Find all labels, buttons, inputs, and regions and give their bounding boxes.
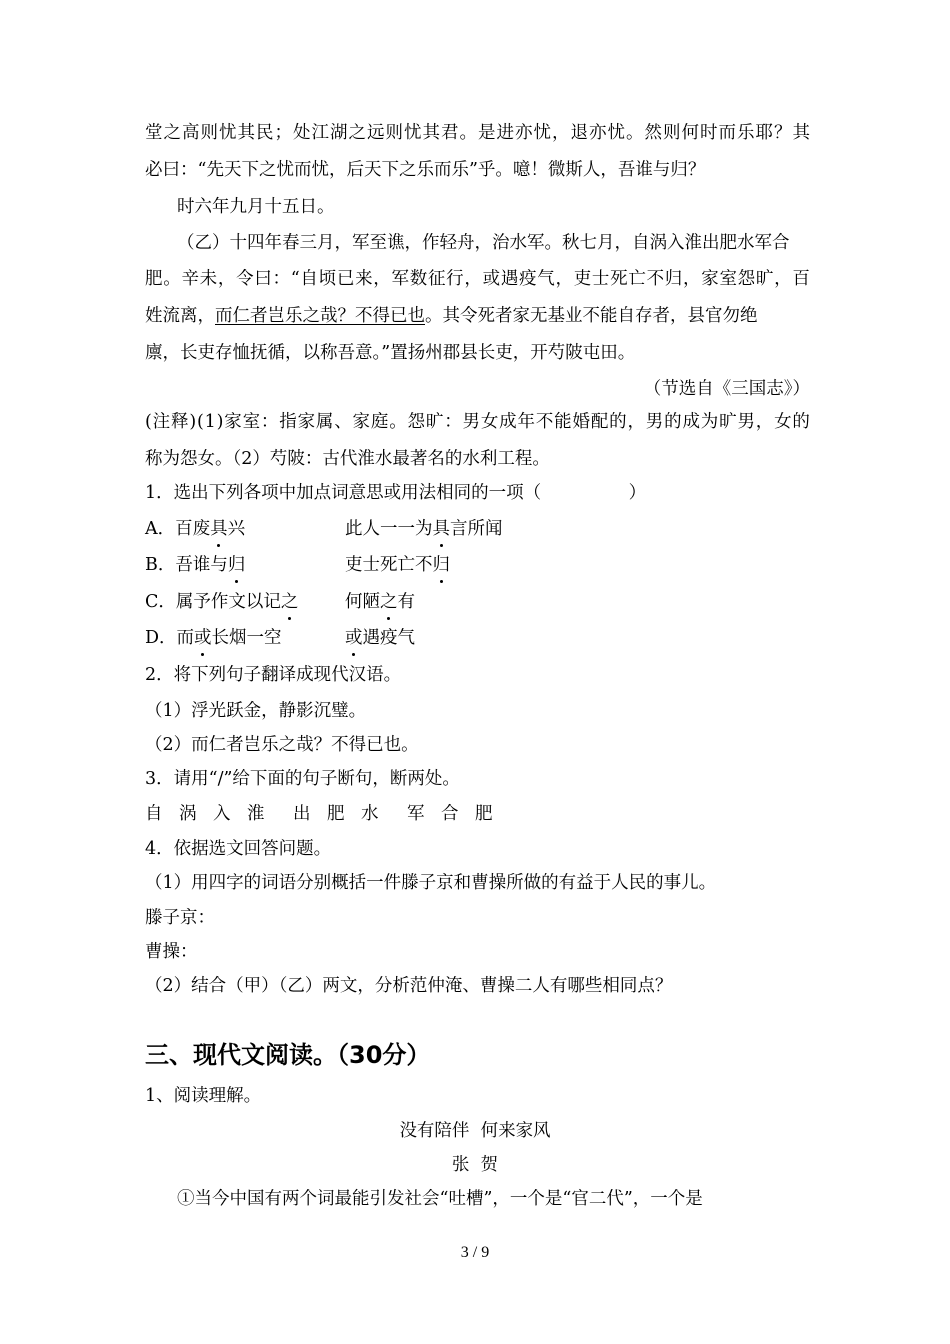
dotted-char: 或 bbox=[345, 625, 363, 651]
q4-sub-2: （2）结合（甲）（乙）两文，分析范仲淹、曹操二人有哪些相同点？ bbox=[145, 976, 673, 996]
option-label: D． bbox=[145, 628, 177, 648]
option-a-part2: 兴 bbox=[227, 519, 246, 539]
sentence-char: 肥 bbox=[327, 804, 345, 824]
q2-stem: 2．将下列句子翻译成现代汉语。 bbox=[145, 665, 402, 685]
q2-item-1: （1）浮光跃金，静影沉璧。 bbox=[145, 701, 367, 721]
sentence-char: 涡 bbox=[179, 804, 197, 824]
dotted-char: 之 bbox=[380, 589, 398, 615]
q1-stem: 1．选出下列各项中加点词意思或用法相同的一项（ ） bbox=[145, 483, 647, 503]
dotted-char: 或 bbox=[194, 625, 212, 651]
sentence-char: 入 bbox=[213, 804, 231, 824]
option-label: C． bbox=[145, 592, 176, 612]
passage-b-line-3-pre: 姓流离， bbox=[145, 306, 215, 326]
sentence-char: 淮 bbox=[247, 804, 265, 824]
q1-option-b bbox=[145, 552, 810, 578]
option-b-part1: 吾谁与 bbox=[175, 555, 228, 575]
option-c-part1: 属予作文以记 bbox=[175, 592, 281, 612]
dotted-char: 具 bbox=[210, 516, 228, 542]
q4-cao-cao: 曹操： bbox=[145, 942, 198, 962]
passage-a-line-2: 必曰：“先天下之忧而忧，后天下之乐而乐”乎。噫！微斯人，吾谁与归？ bbox=[145, 160, 706, 180]
q4-stem: 4．依据选文回答问题。 bbox=[145, 839, 332, 859]
underlined-sentence: 而仁者岂乐之哉？不得已也 bbox=[215, 306, 425, 326]
option-a-right bbox=[345, 516, 503, 542]
option-b-right-part1: 吏士死亡不 bbox=[345, 555, 433, 575]
section-3-q1: 1、阅读理解。 bbox=[145, 1086, 262, 1106]
option-d-part1: 而 bbox=[176, 628, 195, 648]
notes-line-1: ( 注 释 ) ( 1 ) 家 室 ： 指 家 属 、 家 庭 。 怨 旷 ： 男 女 成 年 不 能 婚 配 的 ， 男 的 成 为 旷 男 ， 女 的 bbox=[145, 412, 810, 432]
sentence-char: 出 bbox=[293, 804, 311, 824]
option-label: B． bbox=[145, 555, 176, 575]
article-author: 张 贺 bbox=[451, 1155, 499, 1175]
option-c-right bbox=[345, 589, 415, 615]
option-d-right bbox=[345, 625, 415, 651]
sentence-char: 军 bbox=[407, 804, 425, 824]
passage-a-line-1: 堂 之 高 则 忧 其 民 ； 处 江 湖 之 远 则 忧 其 君 。 是 进 亦 忧 ， 退 亦 忧 。 然 则 何 时 而 乐 耶 ？ 其 bbox=[145, 123, 810, 143]
dotted-char: 归 bbox=[433, 552, 451, 578]
q1-option-c bbox=[145, 589, 810, 615]
sentence-char: 自 bbox=[145, 804, 163, 824]
option-a-right-part1: 此人一一为 bbox=[345, 519, 433, 539]
passage-b-line-4: 廪，长吏存恤抚循，以称吾意。”置扬州郡县长吏，开芍陂屯田。 bbox=[145, 343, 636, 363]
page-number: 3 / 9 bbox=[460, 1244, 490, 1261]
q1-option-d bbox=[145, 625, 810, 651]
passage-b-line-2: 肥 。 辛 未 ， 令 曰 ： “ 自 顷 已 来 ， 军 数 征 行 ， 或 遇 疫 气 ， 吏 士 死 亡 不 归 ， 家 室 怨 旷 ， 百 bbox=[145, 269, 810, 289]
passage-a-date: 时六年九月十五日。 bbox=[177, 197, 335, 217]
option-a-part1: 百废 bbox=[175, 519, 211, 539]
q2-item-2: （2）而仁者岂乐之哉？不得已也。 bbox=[145, 735, 419, 755]
option-b-right bbox=[345, 552, 450, 578]
q4-sub-1: （1）用四字的词语分别概括一件滕子京和曹操所做的有益于人民的事儿。 bbox=[145, 873, 717, 893]
passage-b-source: （节选自《三国志》） bbox=[643, 379, 810, 399]
dotted-char: 归 bbox=[228, 552, 246, 578]
option-c-right-part2: 有 bbox=[397, 592, 415, 612]
option-c-right-part1: 何陋 bbox=[345, 592, 380, 612]
article-title: 没有陪伴 何来家风 bbox=[399, 1121, 551, 1141]
dotted-char: 具 bbox=[433, 516, 451, 542]
q4-teng-zijing: 滕子京： bbox=[145, 908, 215, 928]
option-d-part2: 长烟一空 bbox=[211, 628, 282, 648]
q3-sentence bbox=[145, 801, 810, 827]
option-a-right-part2: 言所闻 bbox=[450, 519, 503, 539]
dotted-char: 之 bbox=[281, 589, 299, 615]
q1-option-a bbox=[145, 516, 810, 542]
sentence-char: 肥 bbox=[475, 804, 493, 824]
section-3-title: 三、现代文阅读。（30分） bbox=[145, 1041, 431, 1069]
option-label: A． bbox=[145, 519, 176, 539]
passage-b-line-1: （乙）十四年春三月，军至谯，作轻舟，治水军。秋七月，自涡入淮出肥水军合 bbox=[177, 233, 790, 253]
notes-line-2: 称为怨女。（2）芍陂：古代淮水最著名的水利工程。 bbox=[145, 449, 550, 469]
passage-b-line-3 bbox=[145, 303, 810, 329]
article-paragraph-1: ①当今中国有两个词最能引发社会“吐槽”，一个是“官二代”，一个是 bbox=[177, 1189, 703, 1209]
passage-b-line-3-post: 。其令死者家无基业不能自存者，县官勿绝 bbox=[425, 306, 758, 326]
q3-stem: 3．请用“/”给下面的句子断句，断两处。 bbox=[145, 769, 460, 789]
sentence-char: 水 bbox=[361, 804, 379, 824]
option-d-right-part2: 遇疫气 bbox=[362, 628, 415, 648]
sentence-char: 合 bbox=[441, 804, 459, 824]
